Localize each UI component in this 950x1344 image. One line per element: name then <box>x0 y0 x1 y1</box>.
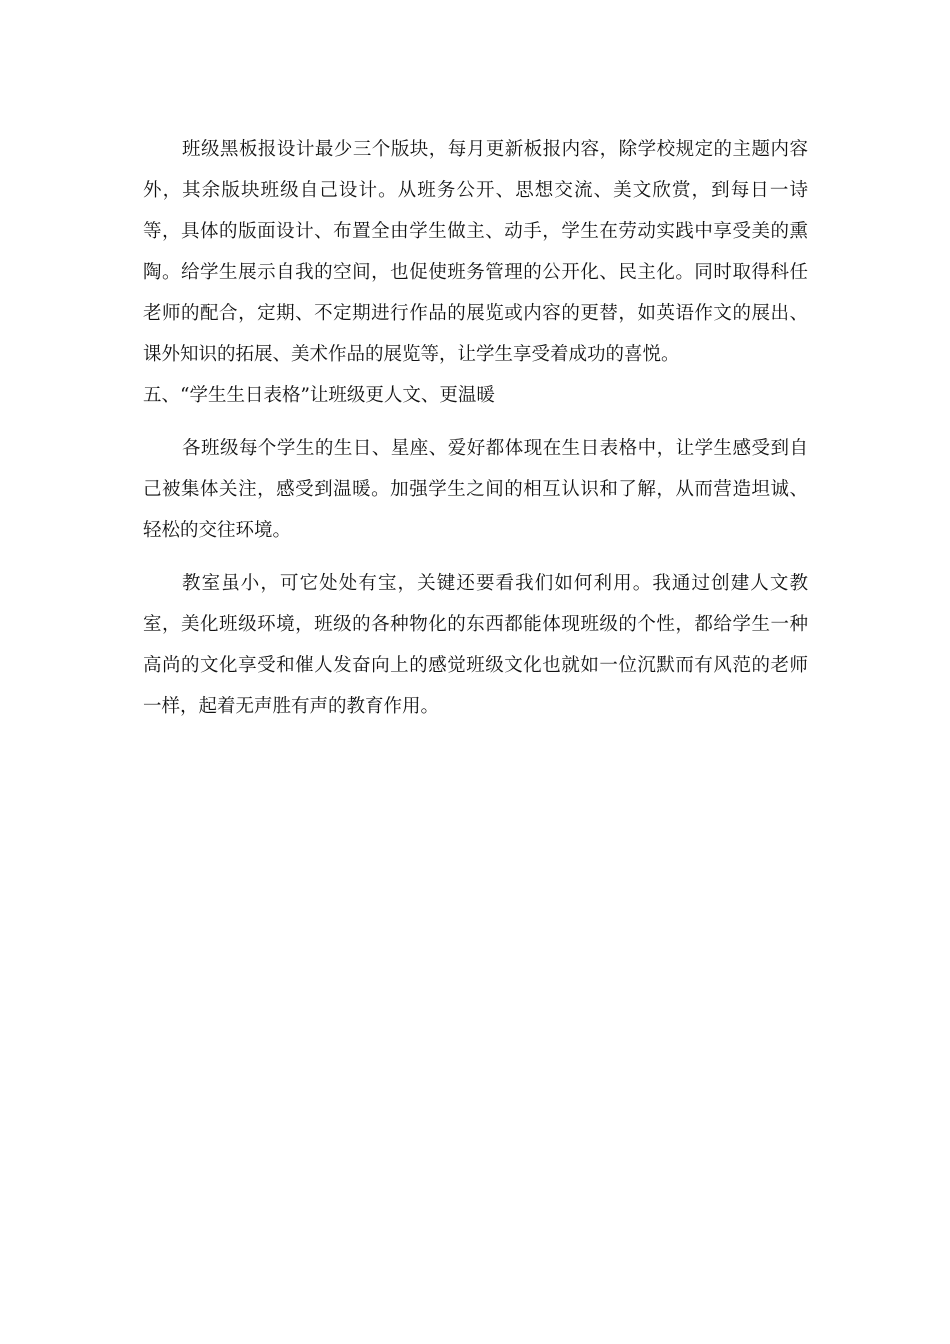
paragraph-classroom-culture: 教室虽小，可它处处有宝，关键还要看我们如何利用。我通过创建人文教室，美化班级环境，班级的各种物化的东西都能体现班级的个性，都给学生一种高尚的文化享受和催人发奋向上的感觉班级文化也就如一位沉默而有风范的老师一样，起着无声胜有声的教育作用。 <box>143 573 808 717</box>
section-heading-birthday-table: 五、“学生生日表格”让班级更人文、更温暖 <box>143 385 495 406</box>
paragraph-gap <box>143 416 808 428</box>
paragraph-gap <box>143 551 808 563</box>
paragraph-blackboard-design: 班级黑板报设计最少三个版块，每月更新板报内容，除学校规定的主题内容外，其余版块班级自己设计。从班务公开、思想交流、美文欣赏，到每日一诗等，具体的版面设计、布置全由学生做主、动手，学生在劳动实践中享受美的熏陶。给学生展示自我的空间，也促使班务管理的公开化、民主化。同时取得科任老师的配合，定期、不定期进行作品的展览或内容的更替，如英语作文的展出、课外知识的拓展、美术作品的展览等，让学生享受着成功的喜悦。 <box>143 139 808 365</box>
document-page <box>143 129 808 727</box>
paragraph-birthday-table: 各班级每个学生的生日、星座、爱好都体现在生日表格中，让学生感受到自己被集体关注，感受到温暖。加强学生之间的相互认识和了解，从而营造坦诚、轻松的交往环境。 <box>143 438 808 541</box>
